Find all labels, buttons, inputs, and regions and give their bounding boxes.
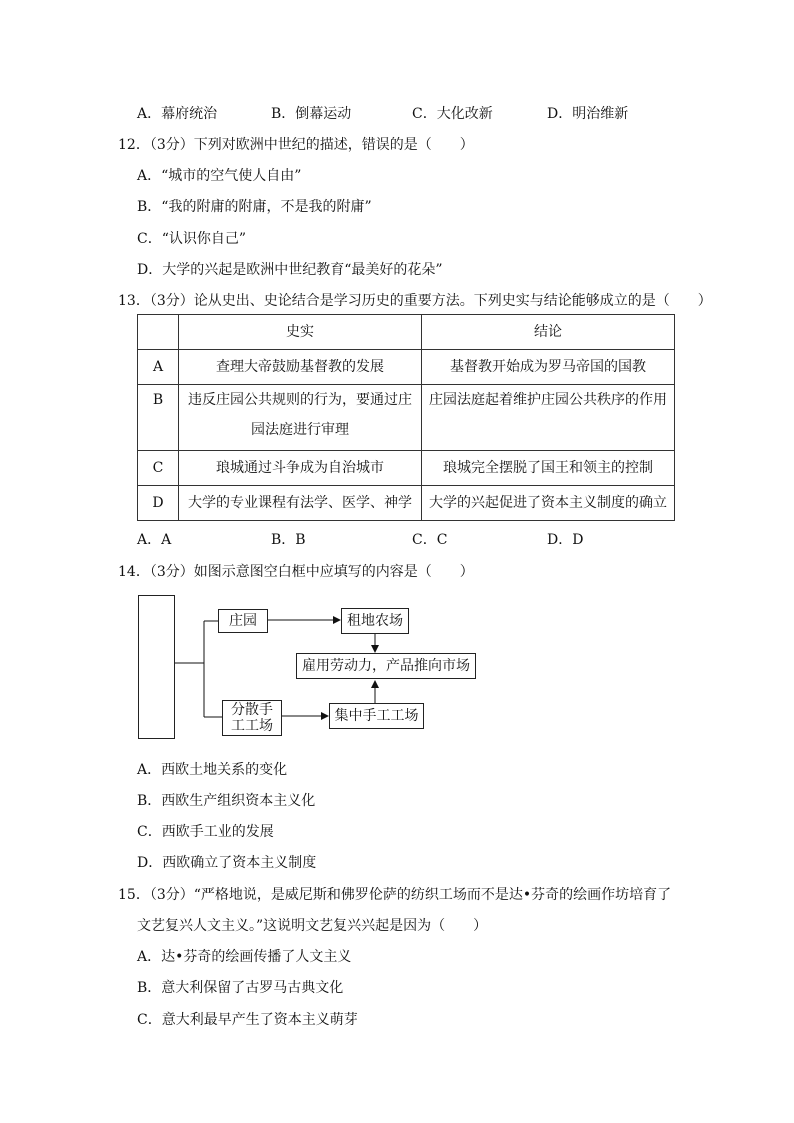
q15-option-b[interactable]: B．意大利保留了古罗马古典文化 (137, 980, 344, 996)
q14-option-d[interactable]: D．西欧确立了资本主义制度 (137, 855, 317, 871)
fensan-line-1: 分散手 (231, 702, 273, 718)
table-row (138, 385, 675, 451)
q12-option-a[interactable]: A．“城市的空气使人自由” (137, 168, 302, 184)
q14-stem: 14．（3分）如图示意图空白框中应填写的内容是（ ） (118, 564, 474, 580)
jizhong-shougongchang-box: 集中手工工场 (329, 703, 424, 729)
table-cell: 琅城完全摆脱了国王和领主的控制 (422, 451, 675, 486)
q12-stem: 12．（3分）下列对欧洲中世纪的描述，错误的是（ ） (118, 137, 474, 153)
q14-option-a[interactable]: A．西欧土地关系的变化 (137, 762, 288, 778)
table-row (138, 486, 675, 521)
table-cell: B (138, 385, 179, 451)
table-cell: 大学的专业课程有法学、医学、神学 (179, 486, 422, 521)
q13-option-d[interactable]: D．D (547, 532, 584, 548)
table-cell: 琅城通过斗争成为自治城市 (179, 451, 422, 486)
q13-table (137, 314, 675, 521)
q15-option-c[interactable]: C．意大利最早产生了资本主义萌芽 (137, 1012, 358, 1028)
q13-option-c[interactable]: C．C (412, 532, 448, 548)
q11-option-a[interactable]: A．幕府统治 (137, 106, 218, 122)
table-header-cell: 结论 (422, 315, 675, 350)
fensan-line-2: 工工场 (231, 718, 273, 734)
q11-option-d[interactable]: D．明治维新 (547, 106, 629, 122)
table-cell: C (138, 451, 179, 486)
zudi-nongchang-box: 租地农场 (341, 608, 409, 634)
q12-option-d[interactable]: D．大学的兴起是欧洲中世纪教育“最美好的花朵” (137, 262, 443, 278)
table-header-cell (138, 315, 179, 350)
q13-option-a[interactable]: A．A (137, 532, 172, 548)
table-cell: 违反庄园公共规则的行为，要通过庄园法庭进行审理 (179, 385, 422, 451)
table-cell: 大学的兴起促进了资本主义制度的确立 (422, 486, 675, 521)
table-cell: 基督教开始成为罗马帝国的国教 (422, 350, 675, 385)
zhuangyuan-box: 庄园 (218, 609, 268, 633)
fensan-shougongchang-box (222, 700, 282, 736)
q14-option-c[interactable]: C．西欧手工业的发展 (137, 824, 274, 840)
q15-stem-line-2: 文艺复兴人文主义。”这说明文艺复兴兴起是因为（ ） (137, 918, 488, 934)
table-cell: 庄园法庭起着维护庄园公共秩序的作用 (422, 385, 675, 451)
table-cell: 查理大帝鼓励基督教的发展 (179, 350, 422, 385)
q12-option-c[interactable]: C．“认识你自己” (137, 231, 247, 247)
q13-options (137, 529, 677, 549)
table-row (138, 451, 675, 486)
q11-option-c[interactable]: C．大化改新 (412, 106, 493, 122)
table-header-row (138, 315, 675, 350)
q15-stem-line-1: 15．（3分）“严格地说，是威尼斯和佛罗伦萨的纺织工场而不是达•芬奇的绘画作坊培育了 (118, 887, 672, 903)
q15-option-a[interactable]: A．达•芬奇的绘画传播了人文主义 (137, 949, 352, 965)
table-header-cell: 史实 (179, 315, 422, 350)
q12-option-b[interactable]: B．“我的附庸的附庸，不是我的附庸” (137, 199, 372, 215)
q14-option-b[interactable]: B．西欧生产组织资本主义化 (137, 793, 316, 809)
table-cell: A (138, 350, 179, 385)
q13-option-b[interactable]: B．B (271, 532, 306, 548)
table-row (138, 350, 675, 385)
guyong-laodongli-box: 雇用劳动力，产品推向市场 (296, 653, 476, 679)
table-cell: D (138, 486, 179, 521)
blank-box (138, 595, 175, 739)
q11-option-b[interactable]: B．倒幕运动 (271, 106, 352, 122)
q11-options (137, 103, 677, 123)
q13-stem: 13．（3分）论从史出、史论结合是学习历史的重要方法。下列史实与结论能够成立的是（ ） (118, 293, 712, 309)
